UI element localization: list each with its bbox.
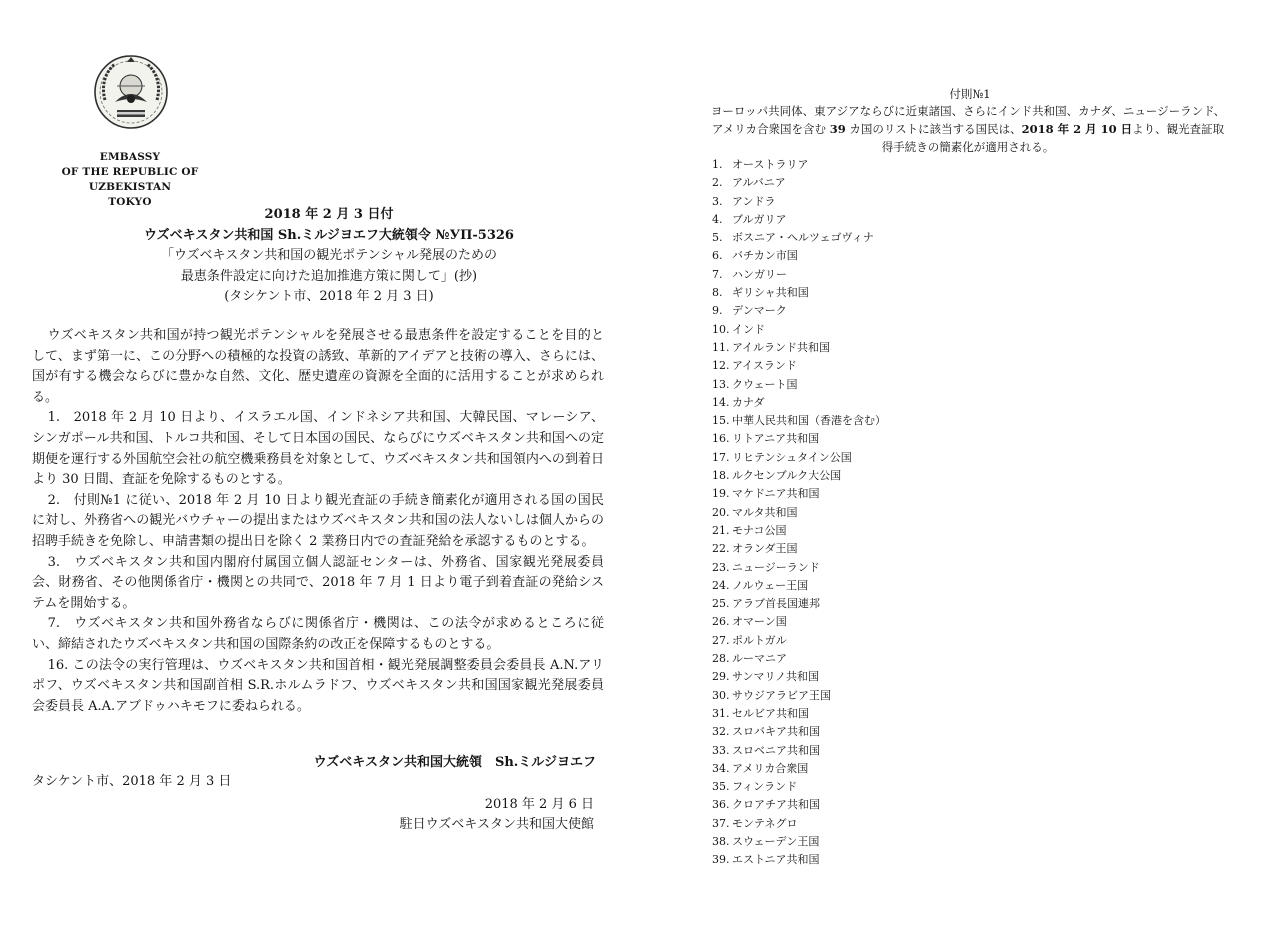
country-list-item — [712, 174, 886, 192]
country-name: 中華人民共和国（香港を含む） — [732, 414, 886, 428]
country-name: オマーン国 — [732, 615, 787, 629]
issue-date: 2018 年 2 月 6 日 — [484, 797, 594, 812]
country-number: 27. — [712, 633, 730, 647]
country-name: アメリカ合衆国 — [732, 761, 809, 775]
country-list-item — [712, 833, 886, 851]
annex-country-count: 39 — [829, 122, 846, 136]
decree-date: 2018 年 2 月 3 日付 — [264, 207, 394, 222]
embassy-label: EMBASSY — [99, 151, 161, 163]
country-list-item — [712, 851, 886, 869]
country-name: デンマーク — [732, 304, 787, 318]
country-name: クロアチア共和国 — [732, 798, 820, 812]
country-name: サウジアラビア王国 — [732, 688, 831, 702]
country-number: 13. — [712, 377, 730, 391]
country-name: リトアニア共和国 — [732, 432, 820, 446]
country-name: モンテネグロ — [732, 816, 798, 830]
country-number: 8. — [712, 286, 723, 300]
country-number: 36. — [712, 798, 730, 812]
country-list-item — [712, 559, 886, 577]
country-list-item — [712, 467, 886, 485]
country-list-item — [712, 723, 886, 741]
country-number: 2. — [712, 176, 723, 190]
country-name: リヒテンシュタイン公国 — [732, 450, 852, 464]
country-name: スロベニア共和国 — [732, 743, 820, 757]
country-number: 32. — [712, 725, 730, 739]
country-number: 5. — [712, 231, 723, 245]
country-name: ギリシャ共和国 — [732, 286, 809, 300]
annex-effective-date: 2018 年 2 月 10 日 — [1021, 122, 1133, 136]
country-name: スウェーデン王国 — [732, 834, 820, 848]
country-list-item — [712, 595, 886, 613]
issuer-embassy: 駐日ウズベキスタン共和国大使館 — [399, 817, 594, 832]
decree-paragraph: 1. 2018 年 2 月 10 日より、イスラエル国、インドネシア共和国、大韓民国、マレーシア、シンガポール共和国、トルコ共和国、そして日本国の国民、ならびにウズベキスタン共和国への定期便を運行する外国航空会社の航空機乗務員を対象として、ウズベキスタン共和国領内への到着日より 30 日間、査証を免除するものとする。 — [32, 410, 604, 488]
uzbekistan-emblem-icon — [91, 52, 171, 132]
country-name: フィンランド — [732, 780, 798, 794]
country-list-item — [712, 247, 886, 265]
decree-paragraph: 16. この法令の実行管理は、ウズベキスタン共和国首相・観光発展調整委員会委員長 A.N.アリポフ、ウズベキスタン共和国副首相 S.R.ホルムラドフ、ウズベキスタン共和国国家観光発展委員会委員長 A.A.アブドゥハキモフに委ねられる。 — [32, 657, 604, 714]
country-list-item — [712, 394, 886, 412]
country-list-item — [712, 632, 886, 650]
embassy-header — [28, 150, 232, 210]
country-number: 20. — [712, 505, 730, 519]
country-list-item — [712, 540, 886, 558]
country-name: オーストラリア — [732, 158, 809, 171]
country-number: 22. — [712, 542, 730, 556]
country-name: ハンガリー — [732, 267, 787, 281]
country-list-item — [712, 778, 886, 796]
country-list-item — [712, 339, 886, 357]
country-name: ポルトガル — [732, 633, 787, 647]
country-number: 28. — [712, 652, 730, 666]
country-list-item — [712, 742, 886, 760]
country-list-item — [712, 815, 886, 833]
country-list-item — [712, 485, 886, 503]
annex-intro-text: ヨーロッパ共同体、東アジアならびに近東諸国、さらにインド共和国、カナダ、ニュージーランド、アメリカ合衆国を含む — [710, 104, 1226, 136]
country-name: アンドラ — [732, 194, 776, 208]
country-name: アラブ首長国連邦 — [732, 597, 820, 611]
annex-intro-text: より、観光査証取得手続きの簡素化が適用される。 — [881, 122, 1225, 154]
country-name: セルビア共和国 — [732, 706, 809, 720]
country-list-item — [712, 796, 886, 814]
country-list-item — [712, 668, 886, 686]
country-number: 35. — [712, 780, 730, 794]
country-name: マケドニア共和国 — [732, 487, 820, 501]
decree-title-line-1: 「ウズベキスタン共和国の観光ポテンシャル発展のための — [160, 248, 498, 263]
country-list-item — [712, 430, 886, 448]
country-number: 25. — [712, 597, 730, 611]
decree-place-date: (タシケント市、2018 年 2 月 3 日) — [224, 289, 434, 304]
embassy-city: TOKYO — [108, 196, 152, 208]
country-name: インド — [732, 322, 765, 336]
country-number: 30. — [712, 688, 730, 702]
decree-paragraph: 7. ウズベキスタン共和国外務省ならびに関係省庁・機関は、この法令が求めるところに従い、締結されたウズベキスタン共和国の国際条約の改正を保障するものとする。 — [32, 616, 604, 652]
country-number: 17. — [712, 450, 730, 464]
country-number: 38. — [712, 834, 730, 848]
country-name: バチカン市国 — [732, 249, 798, 263]
country-name: ノルウェー王国 — [732, 578, 809, 592]
decree-paragraph: ウズベキスタン共和国が持つ観光ポテンシャルを発展させる最恵条件を設定することを目的として、まず第一に、この分野への積極的な投資の誘致、革新的アイデアと技術の導入、さらには、国が有する機会ならびに豊かな自然、文化、歴史遺産の資源を全面的に活用することが求められる。 — [32, 328, 604, 405]
country-number: 37. — [712, 816, 730, 830]
country-list-item — [712, 412, 886, 430]
country-number: 16. — [712, 432, 730, 446]
country-list-item — [712, 266, 886, 284]
country-number: 39. — [712, 853, 730, 867]
country-list-item — [712, 284, 886, 302]
country-list-item — [712, 577, 886, 595]
country-name: ブルガリア — [732, 212, 787, 226]
country-number: 10. — [712, 322, 730, 336]
country-number: 15. — [712, 414, 730, 428]
country-list-item — [712, 705, 886, 723]
country-name: アイルランド共和国 — [732, 340, 831, 354]
country-name: ルーマニア — [732, 652, 787, 666]
country-name: マルタ共和国 — [732, 505, 798, 519]
country-name: クウェート国 — [732, 377, 798, 391]
country-number: 19. — [712, 487, 730, 501]
country-number: 7. — [712, 267, 723, 281]
country-name: オランダ王国 — [732, 542, 798, 556]
country-number: 4. — [712, 212, 723, 226]
country-list — [712, 156, 886, 870]
country-list-item — [712, 504, 886, 522]
signature-place-date: タシケント市、2018 年 2 月 3 日 — [32, 774, 232, 789]
country-name: ボスニア・ヘルツェゴヴィナ — [732, 231, 874, 245]
country-name: ルクセンブルク大公国 — [732, 469, 842, 483]
country-number: 1. — [712, 158, 723, 171]
country-number: 12. — [712, 359, 730, 373]
annex-page — [640, 0, 1280, 925]
country-name: サンマリノ共和国 — [732, 670, 820, 684]
country-number: 9. — [712, 304, 723, 318]
country-list-item — [712, 613, 886, 631]
country-list-item — [712, 376, 886, 394]
country-list-item — [712, 357, 886, 375]
country-number: 6. — [712, 249, 723, 263]
country-list-item — [712, 760, 886, 778]
country-list-item — [712, 687, 886, 705]
country-number: 29. — [712, 670, 730, 684]
country-number: 11. — [712, 340, 730, 354]
country-list-item — [712, 193, 886, 211]
country-number: 23. — [712, 560, 730, 574]
country-list-item — [712, 449, 886, 467]
embassy-country: OF THE REPUBLIC OF UZBEKISTAN — [61, 166, 199, 193]
country-number: 31. — [712, 706, 730, 720]
country-number: 26. — [712, 615, 730, 629]
country-name: ニュージーランド — [732, 560, 820, 574]
country-name: スロバキア共和国 — [732, 725, 820, 739]
decree-title-line-2: 最恵条件設定に向けた追加推進方策に関して」(抄) — [180, 268, 478, 284]
country-name: エストニア共和国 — [732, 853, 820, 867]
country-number: 18. — [712, 469, 730, 483]
country-list-item — [712, 522, 886, 540]
country-number: 33. — [712, 743, 730, 757]
country-number: 34. — [712, 761, 730, 775]
decree-paragraph: 3. ウズベキスタン共和国内閣府付属国立個人認証センターは、外務省、国家観光発展委員会、財務省、その他関係省庁・機関との共同で、2018 年 7 月 1 日より電子到着査証の発給システムを開始する。 — [32, 554, 604, 611]
country-list-item — [712, 650, 886, 668]
annex-intro — [708, 102, 1228, 156]
decree-paragraph: 2. 付則№1 に従い、2018 年 2 月 10 日より観光査証の手続き簡素化が適用される国の国民に対し、外務省への観光バウチャーの提出またはウズベキスタン共和国の法人ないしは個人からの招聘手続きを免除し、申請書類の提出日を除く 2 業務日内での査証発給を承認するものとする。 — [32, 492, 604, 549]
country-list-item — [712, 229, 886, 247]
country-number: 3. — [712, 194, 723, 208]
country-list-item — [712, 211, 886, 229]
country-name: アイスランド — [732, 359, 797, 373]
country-list-item — [712, 156, 886, 174]
annex-intro-text: カ国のリストに該当する国民は、 — [845, 122, 1022, 136]
country-list-item — [712, 302, 886, 320]
decree-body — [32, 326, 604, 717]
country-number: 21. — [712, 523, 730, 537]
country-name: アルバニア — [732, 176, 786, 190]
country-number: 24. — [712, 578, 730, 592]
annex-title: 付則№1 — [949, 87, 991, 101]
president-signature: ウズベキスタン共和国大統領 Sh.ミルジヨエフ — [313, 755, 596, 770]
country-list-item — [712, 321, 886, 339]
decree-heading — [50, 205, 608, 308]
decree-number: ウズベキスタン共和国 Sh.ミルジヨエフ大統領令 №УП-5326 — [144, 227, 514, 243]
country-name: カナダ — [732, 395, 765, 409]
country-number: 14. — [712, 395, 730, 409]
country-name: モナコ公国 — [732, 523, 787, 537]
